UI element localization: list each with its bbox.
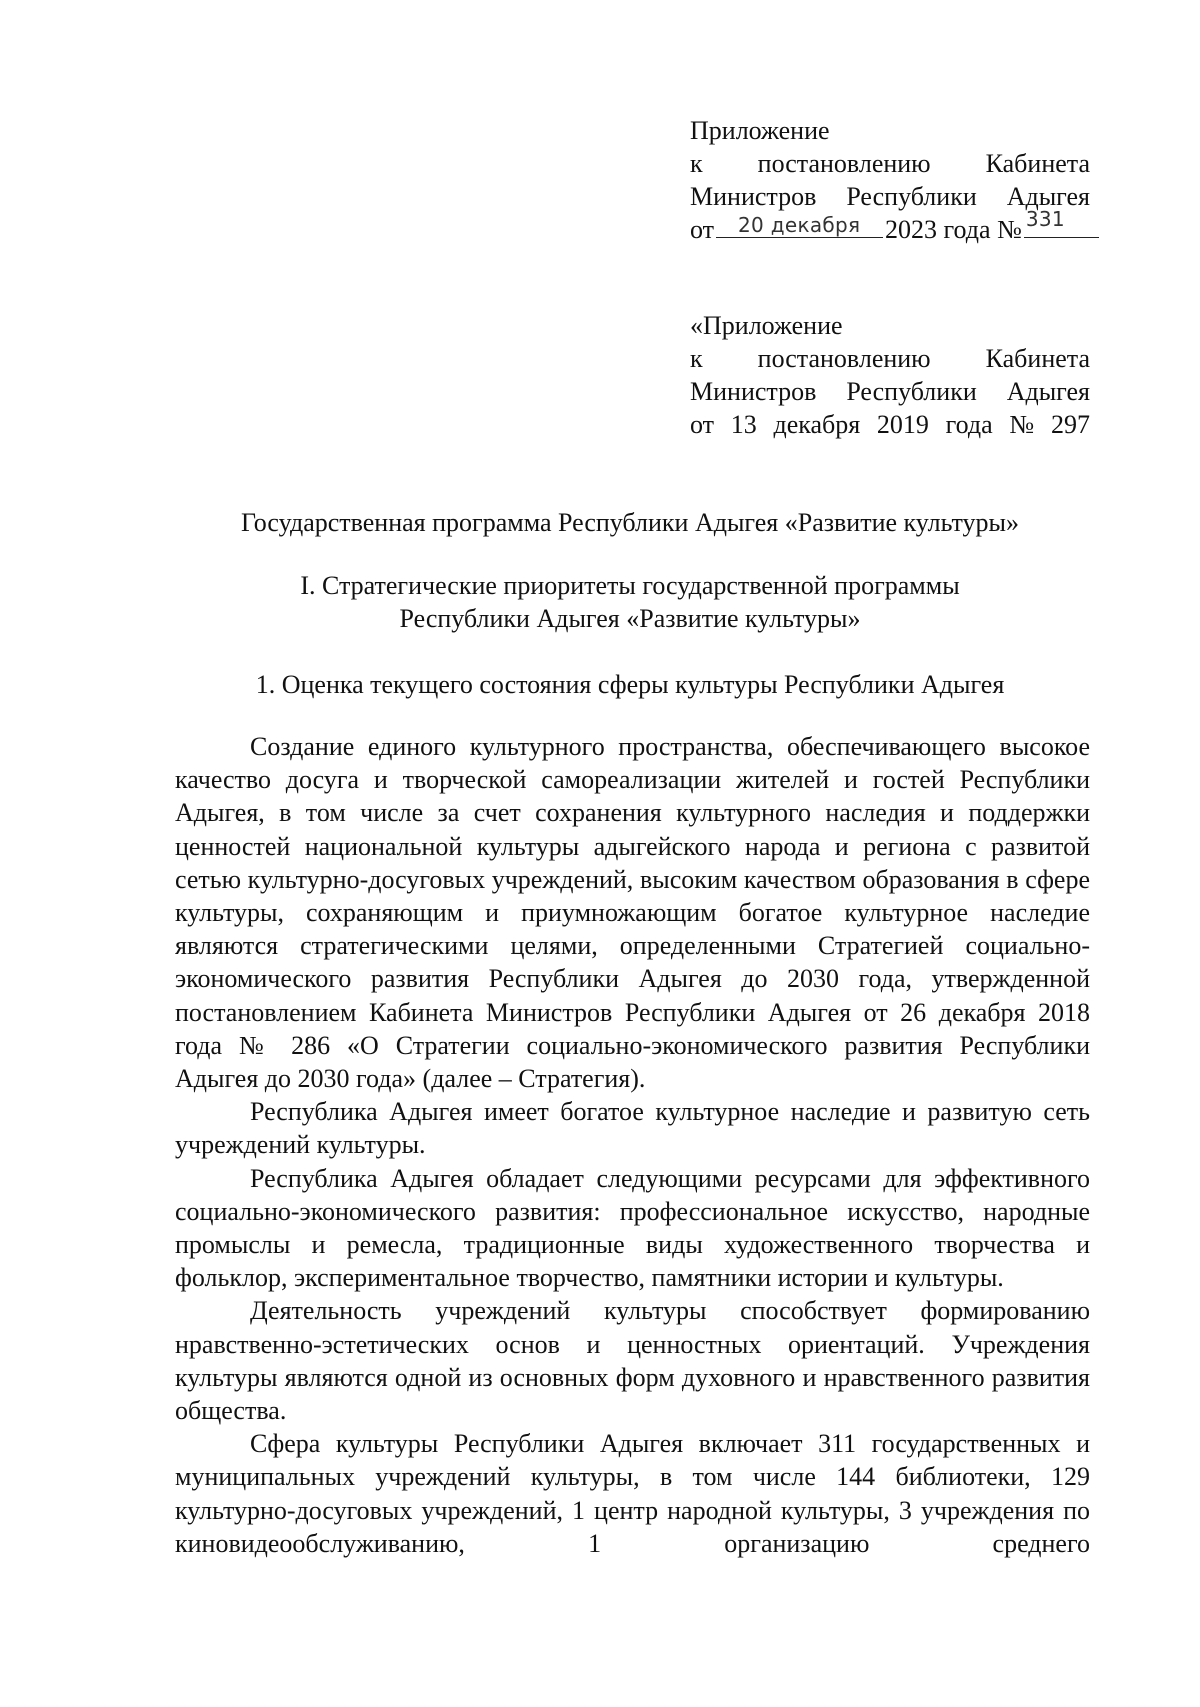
handwritten-number: 331	[1025, 207, 1065, 231]
section-title	[150, 569, 1110, 635]
appendix-line-3: Министров Республики Адыгея	[690, 182, 1090, 211]
paragraph: Создание единого культурного пространства, обеспечивающего высокое качество досуга и творческой самореализации жителей и гостей Республики Адыгея, в том числе за счет сохранения культурного наследия и поддержки ценностей национальной культуры адыгейского народа и региона с развитой сетью культурно-досуговых учреждений, высоким качеством образования в сфере культуры, сохраняющим и приумножающим богатое культурное наследие являются стратегическими целями, определенными Стратегией социально-экономического развития Республики Адыгея до 2030 года, утвержденной постановлением Кабинета Министров Республики Адыгея от 26 декабря 2018 года № 286 «О Стратегии социально-экономического развития Республики Адыгея до 2030 года» (далее – Стратегия).	[175, 732, 1090, 1094]
paragraph: Сфера культуры Республики Адыгея включает 311 государственных и муниципальных учреждений культуры, в том числе 144 библиотеки, 129 культурно-досуговых учреждений, 1 центр народной культуры, 3 учреждения по киновидеообслуживанию, 1 организацию среднего	[175, 1429, 1090, 1558]
appendix-header-previous	[690, 309, 1090, 441]
document-title: Государственная программа Республики Адыгея «Развитие культуры»	[241, 508, 1019, 537]
paragraph: Республика Адыгея обладает следующими ресурсами для эффективного социально-экономического развития: профессиональное искусство, народные промыслы и ремесла, традиционные виды художественного творчества и фольклор, экспериментальное творчество, памятники истории и культуры.	[175, 1163, 1090, 1293]
paragraph: Деятельность учреждений культуры способствует формированию нравственно-эстетических основ и ценностных ориентаций. Учреждения культуры являются одной из основных форм духовного и нравственного развития общества.	[175, 1296, 1090, 1426]
appendix-label: «Приложение	[690, 311, 843, 340]
appendix-line-2: к постановлению Кабинета	[690, 344, 1090, 373]
document-body	[175, 730, 1090, 1560]
section-title-line-2: Республики Адыгея «Развитие культуры»	[399, 604, 861, 633]
appendix-line-3: Министров Республики Адыгея	[690, 377, 1090, 406]
number-fill-line	[1024, 207, 1099, 238]
appendix-date-line: от 20 декабря 2023 года № 331	[690, 213, 1090, 246]
paragraph: Республика Адыгея имеет богатое культурное наследие и развитую сеть учреждений культуры.	[175, 1097, 1090, 1160]
appendix-line-2: к постановлению Кабинета	[690, 149, 1090, 178]
appendix-label: Приложение	[690, 116, 830, 145]
appendix-header-current	[690, 114, 1090, 246]
section-title-line-1: I. Стратегические приоритеты государственной программы	[300, 571, 960, 600]
appendix-date-line: от 13 декабря 2019 года № 297	[690, 410, 1090, 439]
subsection-title: 1. Оценка текущего состояния сферы культуры Республики Адыгея	[255, 670, 1005, 699]
date-fill-line	[716, 213, 883, 238]
handwritten-date: 20 декабря	[738, 213, 861, 237]
